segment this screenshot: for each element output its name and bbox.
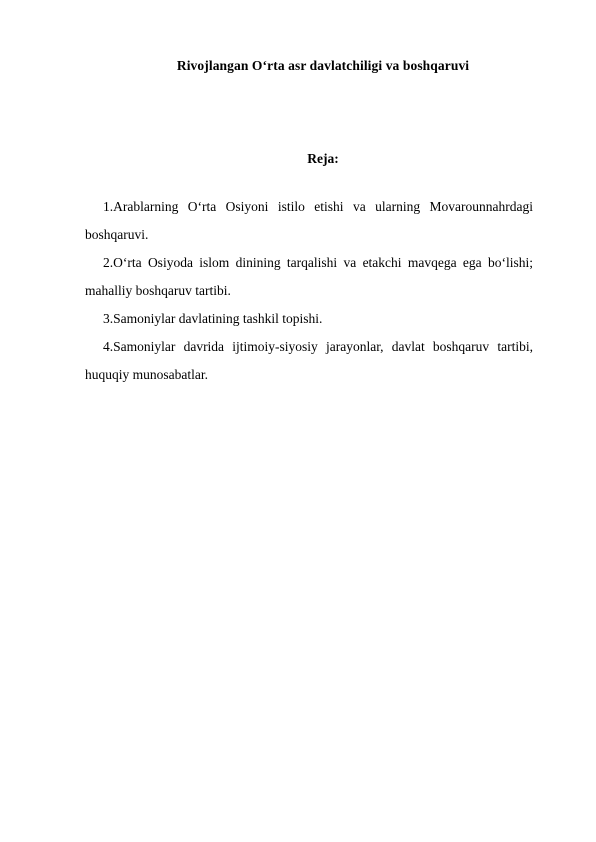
document-title: Rivojlangan O‘rta asr davlatchiligi va boshqaruvi <box>176 58 470 73</box>
plan-heading: Reja: <box>307 151 339 166</box>
plan-list <box>85 193 533 389</box>
plan-item-4: 4.Samoniylar davrida ijtimoiy-siyosiy jarayonlar, davlat boshqaruv tartibi, huquqiy munosabatlar. <box>85 339 533 382</box>
plan-item-1: 1.Arablarning O‘rta Osiyoni istilo etishi va ularning Movarounnahrdagi boshqaruvi. <box>85 199 533 242</box>
plan-item-3: 3.Samoniylar davlatining tashkil topishi. <box>103 311 323 326</box>
plan-item-2: 2.O‘rta Osiyoda islom dinining tarqalishi va etakchi mavqega ega bo‘lishi; mahalliy boshqaruv tartibi. <box>85 255 533 298</box>
